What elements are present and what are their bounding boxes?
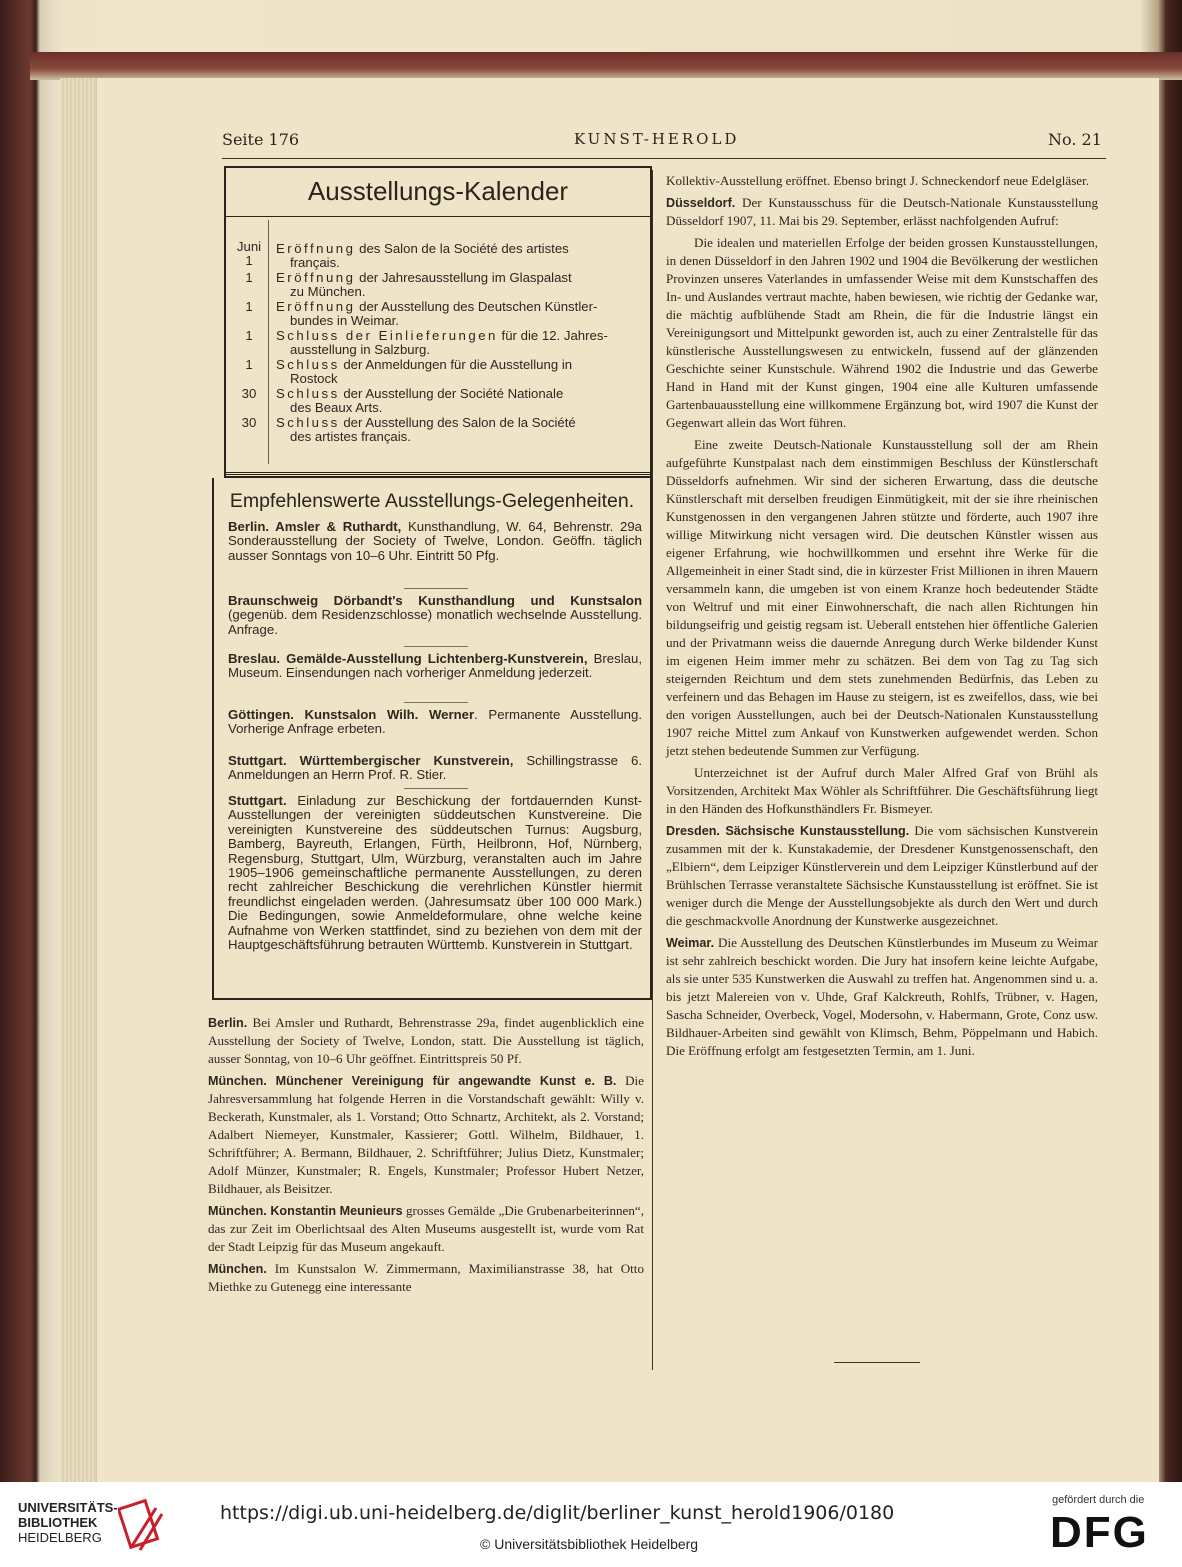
calendar-event-rest: der Jahresausstellung im Glaspalast xyxy=(355,270,572,285)
calendar-event-date: 1 xyxy=(245,357,253,372)
calendar-event-date: 1 xyxy=(245,270,253,285)
calendar-event-rest: der Ausstellung des Salon de la Société xyxy=(339,415,576,430)
news-paragraph xyxy=(666,822,1098,930)
copyright-notice: © Universitätsbibliothek Heidelberg xyxy=(480,1536,699,1552)
calendar-event xyxy=(226,239,650,270)
news-paragraph xyxy=(666,764,1098,818)
opportunity-item xyxy=(228,594,642,637)
calendar-event-cont: bundes in Weimar. xyxy=(290,313,399,328)
calendar-event xyxy=(226,271,650,299)
header-rule xyxy=(222,158,1106,159)
opportunity-head: Berlin. Amsler & Ruthardt, xyxy=(228,519,402,534)
opportunity-separator xyxy=(404,788,468,789)
news-paragraph xyxy=(666,436,1098,760)
opportunity-text: Einladung zur Beschickung der fortdauernden Kunst-Ausstellungen der vereinigten süddeutschen Kunstvereine. Die vereinigten Kunstvereine des süddeutschen Turnus: Augsburg, Bamberg, Bayreuth, Erlangen, Fürth, Heilbronn, Hof, Nürnberg, Regensburg, Stuttgart, Ulm, Würzburg, veranstalten auch im Jahre 1905–1906 gemeinschaftliche permanente Ausstellungen, zu deren recht zahlreicher Beschickung die verehrlichen Künstler hiermit freundlichst eingeladen werden. (Jahresumsatz über 100 000 Mark.) Die Bedingungen, sowie Anmeldeformulare, ohne welche keine Aufnahme von Werken stattfindet, sind zu beziehen von dem mit der Hauptgeschäftsführung betrauten Württemb. Kunstverein in Stuttgart. xyxy=(228,793,642,953)
news-paragraph xyxy=(208,1072,644,1198)
left-column-news xyxy=(208,1014,644,1300)
opportunity-head: Göttingen. Kunstsalon Wilh. Werner xyxy=(228,707,475,722)
calendar-event xyxy=(226,387,650,415)
news-text: Bei Amsler und Ruthardt, Behrenstrasse 29a, findet augenblicklich eine Ausstellung der Society of Twelve, London, statt. Die Ausstellung ist täglich, ausser Sonntag, von 10–6 Uhr geöffnet. Eintrittspreis 50 Pf. xyxy=(208,1015,644,1066)
calendar-event-date: 1 xyxy=(245,299,253,314)
calendar-event-text xyxy=(276,387,642,401)
book-top-edge xyxy=(30,52,1182,80)
opportunity-item xyxy=(228,652,642,681)
opportunity-item xyxy=(228,754,642,783)
calendar-event-cont: zu München. xyxy=(290,284,366,299)
exhibition-opportunities xyxy=(212,478,652,1000)
opportunity-text: . Permanente Ausstellung. Vorherige Anfrage erbeten. xyxy=(228,707,643,737)
news-text: Im Kunstsalon W. Zimmermann, Maximilianstrasse 38, hat Otto Miethke zu Gutenegg eine interessante xyxy=(208,1261,644,1294)
calendar-event-date: 30 xyxy=(241,386,257,401)
library-name xyxy=(18,1500,118,1545)
calendar-event xyxy=(226,416,650,444)
calendar-event-cont: français. xyxy=(290,255,340,270)
library-logo-icon xyxy=(118,1496,164,1554)
opportunity-item xyxy=(228,520,642,563)
opportunity-text: Schillingstrasse 6. Anmeldungen an Herrn Prof. R. Stier. xyxy=(228,753,642,783)
calendar-event-lead: Schluss xyxy=(276,386,340,401)
opportunity-separator xyxy=(404,702,468,703)
news-text: Die vom sächsischen Kunstverein zusammen mit der k. Kunstakademie, der Dresdener Kunstgenossenschaft, den „Elbiern“, dem Leipziger Künstlerverein und dem Leipziger Künstlerbund auf der Brühlschen Terrasse veranstaltete Sächsische Kunstausstellung ist eröffnet. Sie ist weniger durch die Menge der Ausstellungsobjekte als durch den Wert und durch die geschmackvolle Anordnung der Kunstwerke ausgezeichnet. xyxy=(666,823,1099,928)
calendar-event xyxy=(226,329,650,357)
calendar-event-text xyxy=(276,300,642,314)
library-name-line3: HEIDELBERG xyxy=(18,1530,102,1545)
opportunity-item xyxy=(228,708,642,737)
news-text: Die Ausstellung des Deutschen Künstlerbundes im Museum zu Weimar ist sehr zahlreich beschickt worden. Die Jury hat insofern keine leichte Aufgabe, als sie unter 535 Kunstwerken die Auswahl zu treffen hat. Angenommen sind u. a. bis jetzt Malereien von v. Uhde, Graf Kalckreuth, Rohlfs, Trübner, v. Hagen, Sascha Schneider, Overbeck, Vogel, Modersohn, v. Habermann, Grote, Conz usw. Bildhauer-Arbeiten sind gewählt von Klimsch, Behm, Pöppelmann und Habich. Die Eröffnung erfolgt am festgesetzten Termin, am 1. Juni. xyxy=(666,935,1098,1058)
news-paragraph xyxy=(208,1260,644,1296)
exhibition-calendar xyxy=(224,166,652,478)
news-text: grosses Gemälde „Die Grubenarbeiterinnen“, das zur Zeit im Oberlichtsaal des Alten Museums ausgestellt ist, wurde vom Rat der Stadt Leipzig für das Museum angekauft. xyxy=(208,1203,644,1254)
news-paragraph xyxy=(666,934,1098,1060)
calendar-event-lead: Eröffnung xyxy=(276,299,356,314)
column-rule xyxy=(652,170,653,1370)
news-head: Berlin. xyxy=(208,1016,248,1030)
opportunity-text: Breslau, Museum. Einsendungen nach vorheriger Anmeldung jederzeit. xyxy=(228,651,643,681)
calendar-bottom-rule xyxy=(226,472,650,475)
news-head: München. Konstantin Meunieurs xyxy=(208,1204,403,1218)
calendar-event-lead: Schluss xyxy=(276,415,340,430)
calendar-event-lead: Schluss xyxy=(276,357,340,372)
calendar-event-rest: des Salon de la Société des artistes xyxy=(355,241,569,256)
news-paragraph xyxy=(666,194,1098,230)
news-head: Weimar. xyxy=(666,936,715,950)
opportunity-separator xyxy=(404,588,468,589)
news-paragraph xyxy=(666,234,1098,432)
library-name-line1: UNIVERSITÄTS- xyxy=(18,1500,118,1515)
news-text: Eine zweite Deutsch-Nationale Kunstausstellung soll der am Rhein aufgeführte Kunstpalast nach dem einstimmigen Beschluss der Künstlerschaft Düsseldorfs aufnehmen. Wir sind der sicheren Erwartung, dass die deutsche Künstlerschaft mit derselben freudigen Einmütigkeit, mit der sie ihre rheinischen Kunstgenossen in den vergangenen Jahren stützte und förderte, auch 1907 ihre willige Mitwirkung nicht versagen wird. Die deutschen Künstler wissen aus eigener Erfahrung, wie hochwillkommen und ersehnt ihre Werke für die Allgemeinheit in einer Stadt sind, die in kürzester Frist Millionen in ihren Mauern versammeln kann, die umgeben ist von einem Kranze hoch bedeutender Städte von Weltruf und mit einer Einwohnerschaft, die nach allen Richtungen hin bildungseifrig und geistig regsam ist. Ueberall entstehen hier öffentliche Galerien und der Privatmann weiss die dauernde Anregung durch Werke bildender Kunst im eigenen Heim immer mehr zu schätzen. Bei dem von Tag zu Tag sich steigernden Reichtum und dem stets zunehmenden Bedürfnis, das Leben zu verfeinern und das Behagen im Hause zu steigern, ist es zweifellos, dass, wie bei den vorigen Ausstellungen, auch bei der Deutsch-Nationalen Kunstausstellung 1907 reiche Mittel zum Ankauf von Kunstwerken aufgewendet werden. Schon jetzt stehen bedeutende Summen zur Verfügung. xyxy=(666,437,1098,758)
news-head: Düsseldorf. xyxy=(666,196,736,210)
opportunity-head: Stuttgart. xyxy=(228,793,287,808)
calendar-event-cont: Rostock xyxy=(290,371,338,386)
opportunity-item xyxy=(228,794,642,952)
funding-note: gefördert durch die xyxy=(1052,1494,1145,1506)
calendar-event-text xyxy=(276,242,642,256)
calendar-event-lead: Schluss der Einlieferungen xyxy=(276,328,498,343)
calendar-event-date: Juni xyxy=(236,239,262,254)
news-head: Dresden. Sächsische Kunstausstellung. xyxy=(666,824,910,838)
calendar-event xyxy=(226,300,650,328)
news-text: Unterzeichnet ist der Aufruf durch Maler Alfred Graf von Brühl als Vorsitzenden, Architekt Max Wöhler als Schriftführer. Die Geschäftsführung liegt in den Händen des Hofkunsthändlers Fr. Bismeyer. xyxy=(666,765,1098,816)
calendar-event-text xyxy=(276,271,642,285)
news-paragraph xyxy=(666,172,1098,190)
calendar-event-text xyxy=(276,329,642,343)
news-text: Kollektiv-Ausstellung eröffnet. Ebenso bringt J. Schneckendorf neue Edelgläser. xyxy=(666,173,1090,188)
calendar-event-lead: Eröffnung xyxy=(276,241,356,256)
journal-title: KUNST-HEROLD xyxy=(574,130,740,148)
calendar-title-rule xyxy=(226,216,650,217)
news-paragraph xyxy=(208,1202,644,1256)
calendar-event-rest: der Ausstellung des Deutschen Künstler- xyxy=(355,299,598,314)
calendar-event-date: 1 xyxy=(245,328,253,343)
calendar-event-date: 30 xyxy=(241,415,257,430)
calendar-event-rest: der Anmeldungen für die Ausstellung in xyxy=(339,357,573,372)
calendar-event xyxy=(226,358,650,386)
issue-number: No. 21 xyxy=(1048,130,1102,149)
news-text: Die Jahresversammlung hat folgende Herren in die Vorstandschaft gewählt: Willy v. Beckerath, Kunstmaler, als 1. Vorstand; Otto Schnartz, Architekt, als 2. Vorstand; Adalbert Niemeyer, Kunstmaler, Kassierer; Gottl. Wilhelm, Bildhauer, 1. Schriftführer; A. Bermann, Bildhauer, 2. Schriftführer; Julius Dietz, Kunstmaler; Adolf Münzer, Kunstmaler; R. Engels, Kunstmaler; Professor Hubert Netzer, Bildhauer, als Beisitzer. xyxy=(208,1073,644,1196)
news-text: Die idealen und materiellen Erfolge der beiden grossen Kunstausstellungen, in denen Düsseldorf in den Jahren 1902 und 1904 die Bevölkerung der westlichen Provinzen unseres Vaterlandes in umfassender Weise mit dem Kunstschaffen des In- und Auslandes vertraut machte, haben bewiesen, wie richtig der Gedanke war, die mächtig aufblühende Stadt am Rhein, die für die Industrie längst ein Vereinigungsort und Mittelpunkt geworden ist, auch zu einer Zentralstelle für das künstlerische Ausstellungswesen zu entwickeln, fussend auf der glänzenden Geschichte seiner Kunstschule. Während 1902 die Industrie und das Gewerbe Hand in Hand mit der Kunst gingen, 1904 eine alle Kulturen umfassende Gartenbauausstellung eine willkommene Ergänzung bot, wird 1907 die Kunst der Gegenwart allein das Wort führen. xyxy=(666,235,1098,430)
calendar-event-cont: des Beaux Arts. xyxy=(290,400,383,415)
footer-bar xyxy=(0,1482,1182,1567)
opportunity-text: (gegenüb. dem Residenzschlosse) monatlich wechselnde Ausstellung. Anfrage. xyxy=(228,607,642,637)
end-rule xyxy=(834,1362,920,1363)
calendar-event-rest: für die 12. Jahres- xyxy=(497,328,608,343)
library-name-line2: BIBLIOTHEK xyxy=(18,1515,98,1530)
news-text: Der Kunstausschuss für die Deutsch-Nationale Kunstausstellung Düsseldorf 1907, 11. Mai bis 29. September, erlässt nachfolgenden Aufruf: xyxy=(666,195,1098,228)
news-head: München. Münchener Vereinigung für angewandte Kunst e. B. xyxy=(208,1074,617,1088)
opportunities-title: Empfehlenswerte Ausstellungs-Gelegenheiten. xyxy=(229,490,635,512)
calendar-title: Ausstellungs-Kalender xyxy=(307,176,569,206)
opportunity-head: Breslau. Gemälde-Ausstellung Lichtenberg-Kunstverein, xyxy=(228,651,588,666)
dfg-logo: DFG xyxy=(1050,1508,1149,1557)
calendar-event-cont: ausstellung in Salzburg. xyxy=(290,342,431,357)
opportunity-text: Kunsthandlung, W. 64, Behrenstr. 29a Sonderausstellung der Society of Twelve, London. Geöffn. täglich ausser Sonntags von 10–6 Uhr. Eintritt 50 Pfg. xyxy=(228,519,642,563)
opportunity-separator xyxy=(404,646,468,647)
calendar-event-rest: der Ausstellung der Société Nationale xyxy=(339,386,564,401)
calendar-event-cont: des artistes français. xyxy=(290,429,411,444)
calendar-event-lead: Eröffnung xyxy=(276,270,356,285)
page-number: Seite 176 xyxy=(222,130,300,149)
opportunity-head: Stuttgart. Württembergischer Kunstverein, xyxy=(228,753,514,768)
news-head: München. xyxy=(208,1262,267,1276)
opportunity-head: Braunschweig Dörbandt's Kunsthandlung und Kunstsalon xyxy=(228,593,642,608)
calendar-event-text xyxy=(276,416,642,430)
news-paragraph xyxy=(208,1014,644,1068)
right-column-news xyxy=(666,172,1098,1064)
permalink-url[interactable]: https://digi.ub.uni-heidelberg.de/diglit/berliner_kunst_herold1906/0180 xyxy=(220,1502,895,1524)
book-page-edges xyxy=(60,78,96,1482)
calendar-event-text xyxy=(276,358,642,372)
calendar-event-date-day: 1 xyxy=(245,253,253,268)
